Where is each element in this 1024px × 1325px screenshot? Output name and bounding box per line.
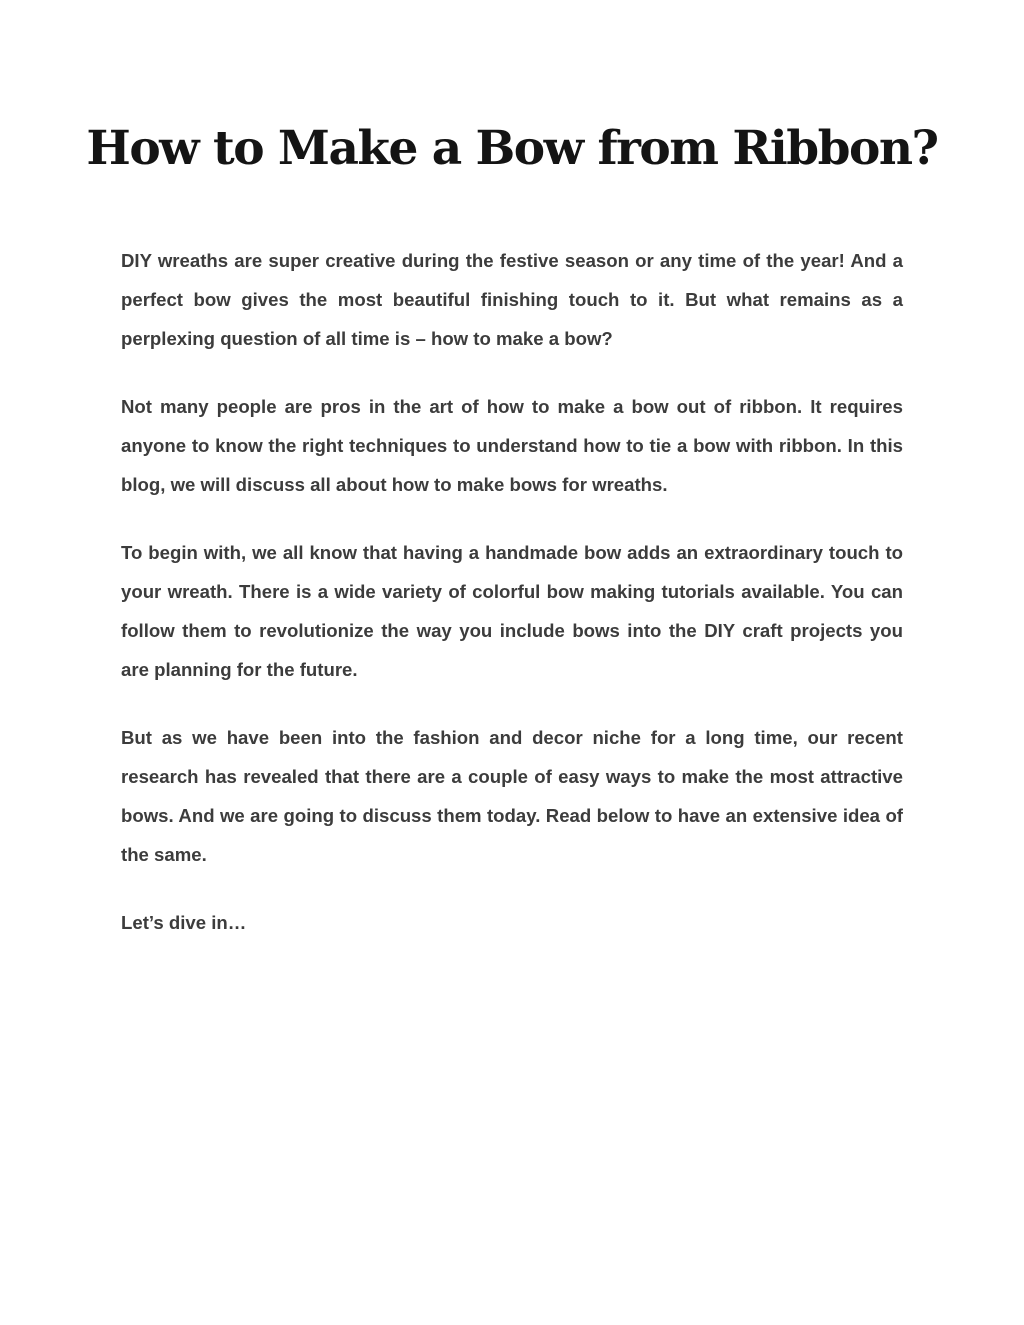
paragraph-intro: DIY wreaths are super creative during the festive season or any time of the year! And a perfect bow gives the most beautiful finishing touch to it. But what remains as a perplexing question of all time is – how to make a bow? (121, 250, 903, 349)
paragraph-research: But as we have been into the fashion and decor niche for a long time, our recent research has revealed that there are a couple of easy ways to make the most attractive bows. And we are going to discuss them today. Read below to have an extensive idea of the same. (121, 727, 903, 865)
paragraph-tutorials: To begin with, we all know that having a handmade bow adds an extraordinary touch to your wreath. There is a wide variety of colorful bow making tutorials available. You can follow them to revolutionize the way you include bows into the DIY craft projects you are planning for the future. (121, 542, 903, 680)
page-title: How to Make a Bow from Ribbon? (86, 121, 938, 176)
article-body (121, 241, 903, 942)
paragraph-dive-in: Let’s dive in… (121, 912, 247, 933)
paragraph-techniques: Not many people are pros in the art of how to make a bow out of ribbon. It requires anyone to know the right techniques to understand how to tie a bow with ribbon. In this blog, we will discuss all about how to make bows for wreaths. (121, 396, 903, 495)
